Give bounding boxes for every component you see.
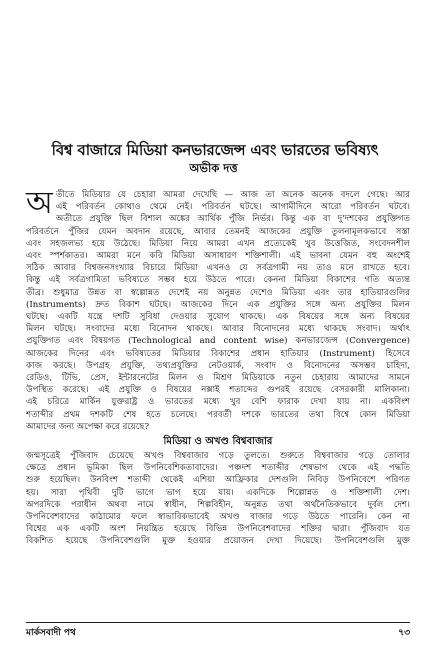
text-line: বিশ্বের এক একটি অংশ নিয়ন্ত্রিত হয়েছে বিভিন্ন উপনিবেশবাদের শক্তির দ্বারা। পুঁজিবাদ যত: [26, 524, 410, 535]
text-line: শুরু হয়েছিল। উনবিংশ শতাব্দী থেকেই এশিয়া আফ্রিকার দেশগুলি নিবিড় উপনিবেশে পরিণত: [26, 475, 410, 486]
text-line: তীতে মিডিয়ার যে চেহারা আমরা দেখেছি — আজ তা অনেক অনেক বদলে গেছে। আর: [55, 190, 410, 200]
text-line: কাজ করছে। উপগ্রহ প্রযুক্তি, তথ্যপ্রযুক্তির নেটওয়ার্ক, সংবাদ ও বিনোদনের অসম্ভব চাহিদা,: [26, 360, 410, 371]
text-line: বিকশিত হয়েছে উপনিবেশগুলি মুক্ত হওয়ার প্রয়োজন দেখা দিয়েছে। উপনিবেশগুলি মুক্ত: [26, 536, 410, 547]
text-line: জন্মসূত্রেই পুঁজিবাদ চেয়েছে অখণ্ড বিশ্ববাজার গড়ে তুলতে। শুরুতে বিশ্ববাজার গড়ে তোলার: [26, 451, 410, 462]
text-line: উপনিবেশবাদের কাঠামোর ফলে স্বাভাবিকভাবেই অখণ্ড বাজার গড়ে উঠতে পারেনি। কেন না: [26, 512, 410, 523]
text-line: এবং স্পর্শকাতর। আমরা মনে করি মিডিয়া অসাধারণ শক্তিশালী। এই ভাবনা যেমন বহু অংশেই: [26, 251, 410, 262]
text-line: রেডিও, টিভি, প্রেস, ইন্টারনেটের মিলন ও মিশ্রণ মিডিয়াকে নতুন চেহারায় আমাদের সামনে: [26, 373, 410, 384]
article-body: [26, 185, 410, 548]
text-line: মিলন ঘটছে। সংবাদের মধ্যে বিনোদন থাকছে। আবার বিনোদনের মধ্যে থাকছে সংবাদ। অর্থাৎ: [26, 324, 410, 335]
journal-name: মার্কসবাদী পথ: [26, 628, 76, 638]
text-line: আমাদের জন্য অপেক্ষা করে রয়েছে?: [26, 421, 150, 432]
text-line: এই পরিবর্তন কোথাও থেমে নেই। পরিবর্তন ঘটছে। আগামীদিনে আরো পরিবর্তন ঘটবে।: [55, 202, 410, 213]
text-line: ঘটছে। একটি যন্ত্রে দশটি সুবিধা দেওয়ার সুযোগ থাকছে। এক বিষয়ের সঙ্গে অন্য বিষয়ের: [26, 312, 410, 323]
page-footer: [26, 622, 410, 640]
section-heading: মিডিয়া ও অখণ্ড বিশ্ববাজার: [163, 436, 273, 448]
text-line: প্রযুক্তিগত এবং বিষয়গত (Technological and content wise) কনভারজেন্স (Convergence): [26, 336, 410, 347]
text-line: সঠিক আবার বিশ্বজনসংখ্যার বিচারে মিডিয়া এখনও যে সর্বত্রগামী নয় তাও মনে রাখতে হবে।: [26, 263, 410, 274]
text-line: অপরদিকে পরাধীন অথবা নামে স্বাধীন, শিল্পবিহীন, অনুন্নত তথা অর্থনৈতিকভাবে দুর্বল দেশ।: [26, 499, 410, 510]
section-paragraph: [26, 450, 410, 548]
drop-cap: অ: [26, 185, 53, 221]
text-line: কিন্তু এই সর্বত্রগামিতা ভবিষ্যতে সম্ভব হয়ে উঠতে পারে। কেননা মিডিয়া বিকাশের গতি অত্যন্ত: [26, 275, 410, 286]
article-author: অভীক দত্ত: [189, 161, 238, 175]
article-title: বিশ্ব বাজারে মিডিয়া কনভারজেন্স এবং ভারতের ভবিষ্যৎ: [51, 141, 379, 159]
text-line: হয়। সারা পৃথিবী দুটি ভাগে ভাগ হয়ে যায়। একদিকে শিল্পোন্নত ও শক্তিশালী দেশ।: [26, 487, 410, 498]
text-line: তীব্র। শুধুমাত্র উন্নত বা স্বল্পোন্নত দেশেই নয় অনুন্নত দেশেও মিডিয়া এবং তার হাতিয়ারগুলির: [26, 287, 410, 298]
text-line: অতীতে প্রযুক্তি ছিল বিশাল অঙ্কের আর্থিক পুঁজি নির্ভর। কিন্তু এক বা দু'দশকের প্রযুক্তিগত: [55, 214, 410, 225]
text-line: আজকের দিনের এবং ভবিষ্যতের মিডিয়ার বিকাশের প্রধান হাতিয়ার (Instrument) হিসেবে: [26, 348, 410, 359]
text-line: এবং সহজলভ্য হয়ে উঠেছে। মিডিয়া নিয়ে আমরা এখন প্রত্যেকেই খুব উত্তেজিত, সংবেদনশীল: [26, 238, 410, 249]
text-line: ক্ষেত্রে প্রধান ভূমিকা ছিল উপনিবেশিকতাবাদের। পঞ্চদশ শতাব্দীর শেষভাগ থেকে এই পদ্ধতি: [26, 463, 410, 474]
text-line: (Instruments) দ্রুত বিকাশ ঘটছে। আজকের দিনে এক প্রযুক্তির সঙ্গে অন্য প্রযুক্তির মিলন: [26, 299, 410, 310]
text-line: উপস্থিত করেছে। এই প্রযুক্তি ও বিষয়ের নক্সাই শতাব্দের গুপরই রয়েছে বেসরকারী মালিকানা।: [26, 385, 410, 396]
text-line: শতাব্দীর প্রথম দশকটি শেষ হতে চলেছে। পরবর্তী দশকে ভারতের তথা বিশ্বে কোন মিডিয়া: [26, 409, 410, 420]
text-line: পরিবর্তনে পুঁজির যেমন অবদান রয়েছে, আবার তেমনই আজকের প্রযুক্তি তুলনামূলকভাবে সস্তা: [26, 226, 410, 237]
intro-paragraph: [26, 185, 410, 433]
text-line: এই চরিত্রে মার্কিন যুক্তরাষ্ট্র ও ভারতের মধ্যে খুব বেশি ফারাক দেখা যায় না। একবিংশ: [26, 397, 410, 408]
page-number: ৭৩: [398, 628, 410, 638]
